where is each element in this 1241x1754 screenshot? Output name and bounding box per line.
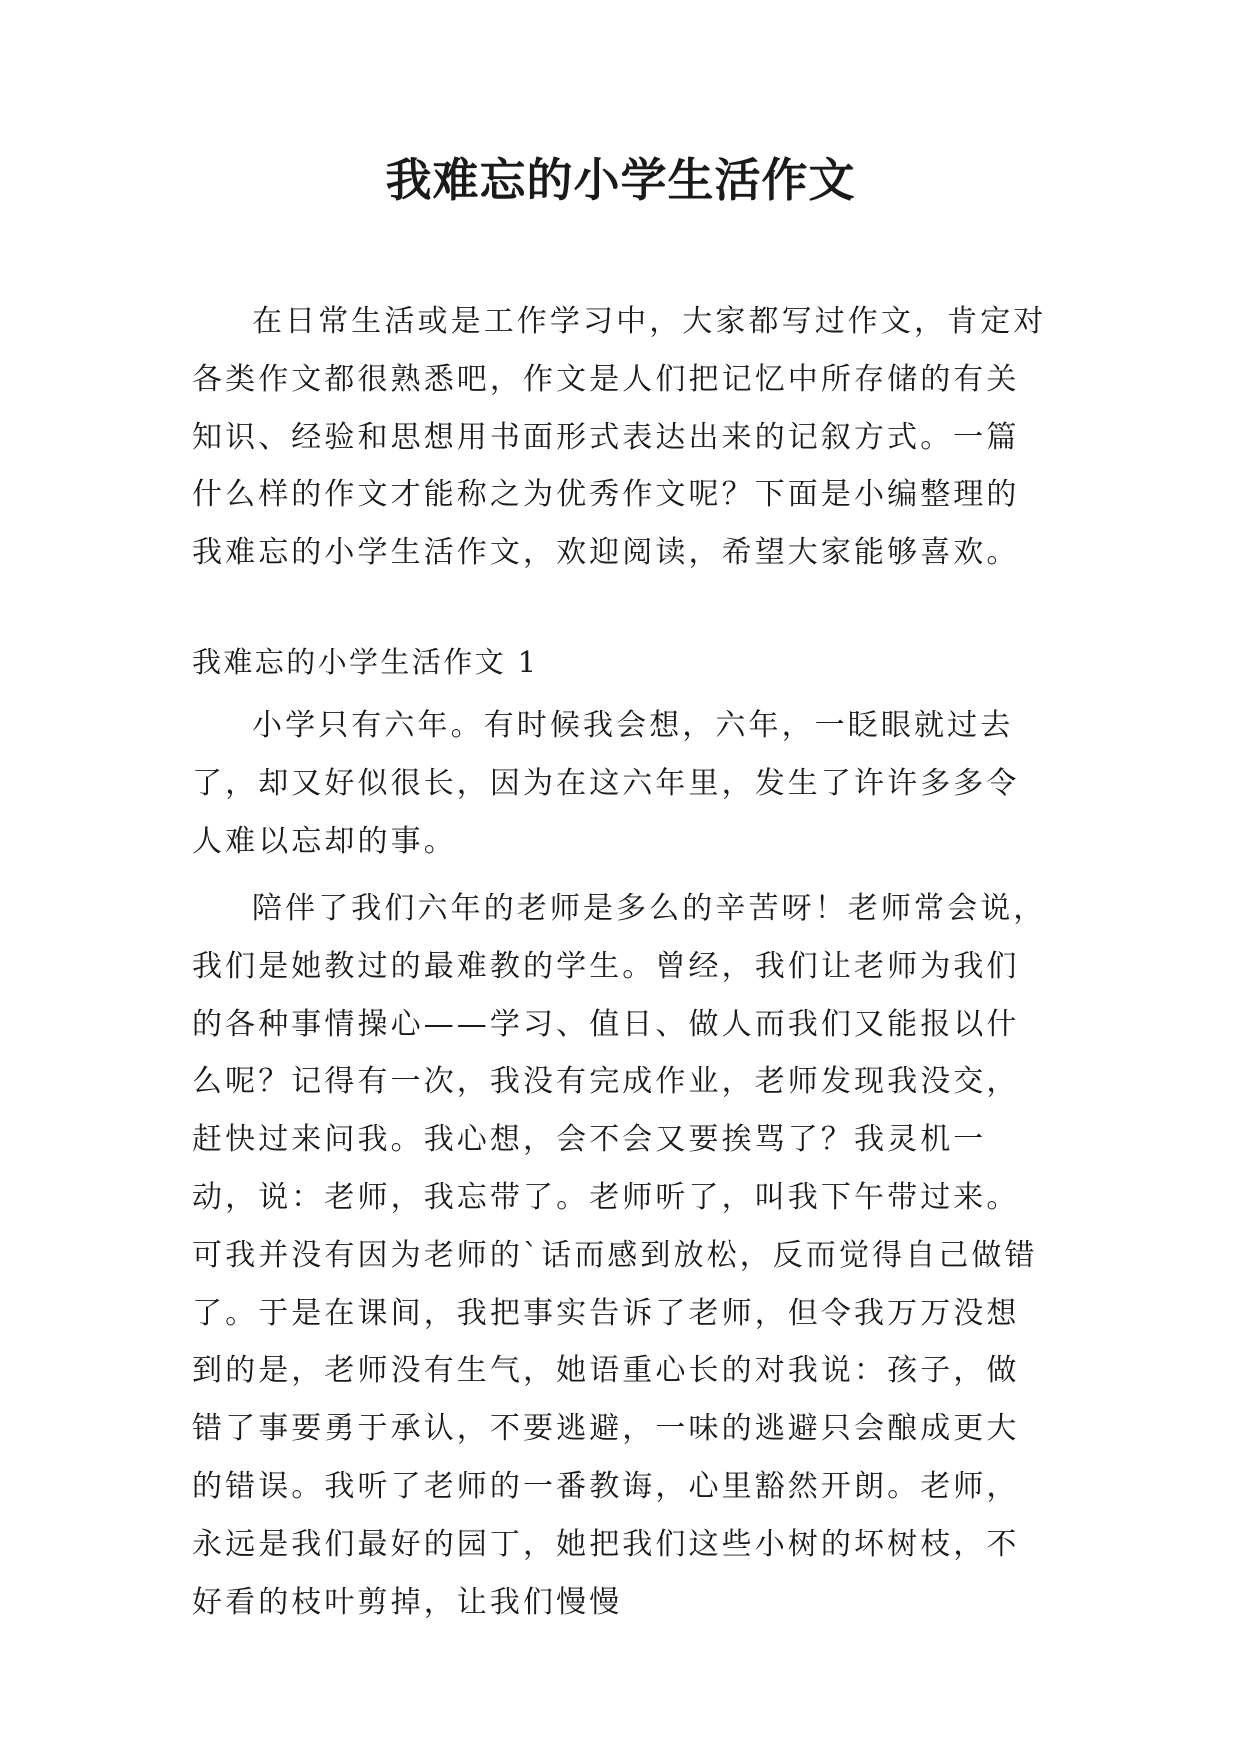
- intro-paragraph: 在日常生活或是工作学习中，大家都写过作文，肯定对各类作文都很熟悉吧，作文是人们把记忆中所存储的有关知识、经验和思想用书面形式表达出来的记叙方式。一篇什么样的作文才能称之为优秀作文呢？下面是小编整理的我难忘的小学生活作文，欢迎阅读，希望大家能够喜欢。: [192, 304, 1047, 571]
- body-paragraph-2: 陪伴了我们六年的老师是多么的辛苦呀！老师常会说，我们是她教过的最难教的学生。曾经，我们让老师为我们的各种事情操心——学习、值日、做人而我们又能报以什么呢？记得有一次，我没有完成作业，老师发现我没交，赶快过来问我。我心想，会不会又要挨骂了？我灵机一动，说：老师，我忘带了。老师听了，叫我下午带过来。可我并没有因为老师的`话而感到放松，反而觉得自己做错了。于是在课间，我把事实告诉了老师，但令我万万没想到的是，老师没有生气，她语重心长的对我说：孩子，做错了事要勇于承认，不要逃避，一味的逃避只会酿成更大的错误。我听了老师的一番教诲，心里豁然开朗。老师，永远是我们最好的园丁，她把我们这些小树的坏树枝，不好看的枝叶剪掉，让我们慢慢: [192, 891, 1047, 1620]
- document-title: 我难忘的小学生活作文: [385, 153, 856, 207]
- section-heading: 我难忘的小学生活作文 1: [192, 645, 539, 679]
- body-paragraph-1: 小学只有六年。有时候我会想，六年，一眨眼就过去了，却又好似很长，因为在这六年里，发生了许许多多令人难以忘却的事。: [192, 708, 1020, 859]
